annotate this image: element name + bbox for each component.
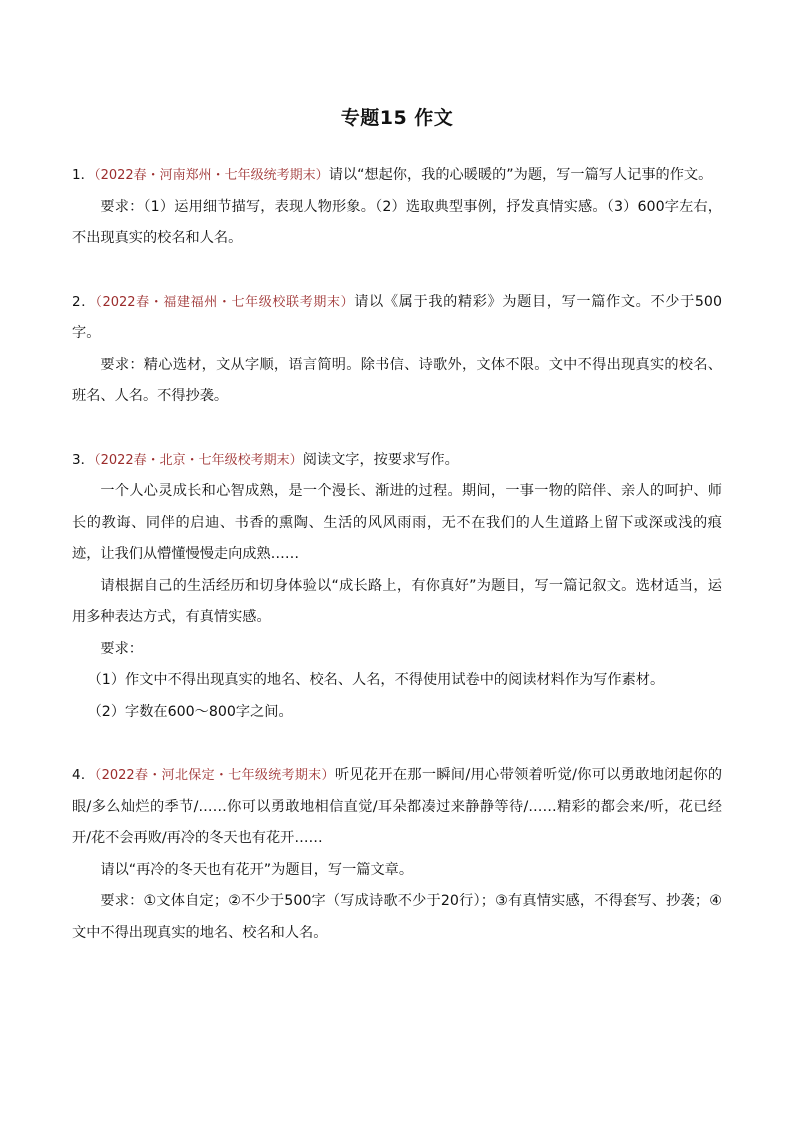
question-2-prompt bbox=[72, 287, 722, 350]
question-prompt: 阅读文字，按要求写作。 bbox=[302, 451, 459, 468]
question-4-requirements: 要求：①文体自定；②不少于500字（写成诗歌不少于20行）；③有真情实感，不得套写、抄袭；④文中不得出现真实的地名、校名和人名。 bbox=[72, 893, 722, 941]
question-4-material bbox=[72, 760, 722, 855]
question-1-requirements: 要求：（1）运用细节描写，表现人物形象。（2）选取典型事例，抒发真情实感。（3）600字左右，不出现真实的校名和人名。 bbox=[72, 198, 722, 246]
document-body bbox=[72, 160, 722, 949]
question-2 bbox=[72, 287, 722, 413]
question-2-requirements: 要求：精心选材，文从字顺，语言简明。除书信、诗歌外，文体不限。文中不得出现真实的校名、班名、人名。不得抄袭。 bbox=[72, 356, 722, 404]
question-source: （2022春・河南郑州・七年级统考期末） bbox=[94, 168, 329, 183]
question-1 bbox=[72, 160, 722, 255]
question-number: 1． bbox=[72, 167, 95, 183]
question-number: 4． bbox=[72, 767, 95, 783]
question-source: （2022春・河北保定・七年级统考期末） bbox=[94, 768, 335, 783]
question-prompt: 请以“想起你，我的心暖暖的”为题，写一篇写人记事的作文。 bbox=[328, 167, 713, 183]
question-3-requirement-2: （2）字数在600～800字之间。 bbox=[87, 703, 293, 720]
question-4 bbox=[72, 760, 722, 949]
question-3-task: 请根据自己的生活经历和切身体验以“成长路上，有你真好”为题目，写一篇记叙文。选材适当，运用多种表达方式，有真情实感。 bbox=[72, 577, 722, 625]
question-source: （2022春・福建福州・七年级校联考期末） bbox=[95, 294, 355, 310]
page-title: 专题15 作文 bbox=[340, 107, 454, 129]
question-3 bbox=[72, 445, 722, 729]
question-3-requirements-label: 要求： bbox=[100, 640, 143, 657]
question-source: （2022春・北京・七年级校考期末） bbox=[94, 452, 303, 468]
question-prompt: 请以《属于我的精彩》为题目，写一篇作文。不少于500字。 bbox=[72, 293, 722, 341]
question-3-material: 一个人心灵成长和心智成熟，是一个漫长、渐进的过程。期间，一事一物的陪伴、亲人的呵护、师长的教诲、同伴的启迪、书香的熏陶、生活的风风雨雨，无不在我们的人生道路上留下或深或浅的痕迹，让我们从懵懂慢慢走向成熟…… bbox=[72, 483, 722, 562]
question-3-prompt bbox=[72, 445, 722, 477]
question-1-prompt bbox=[72, 160, 722, 192]
question-material: 听见花开在那一瞬间/用心带领着听觉/你可以勇敢地闭起你的眼/多么灿烂的季节/……你可以勇敢地相信直觉/耳朵都凑过来静静等待/……精彩的都会来/听，花已经开/花不会再败/再冷的冬天也有花开…… bbox=[72, 767, 723, 846]
question-3-requirement-1: （1）作文中不得出现真实的地名、校名、人名，不得使用试卷中的阅读材料作为写作素材。 bbox=[87, 672, 665, 688]
question-number: 2． bbox=[72, 293, 96, 310]
question-4-task: 请以“再冷的冬天也有花开”为题目，写一篇文章。 bbox=[100, 861, 414, 878]
question-number: 3． bbox=[72, 451, 95, 468]
